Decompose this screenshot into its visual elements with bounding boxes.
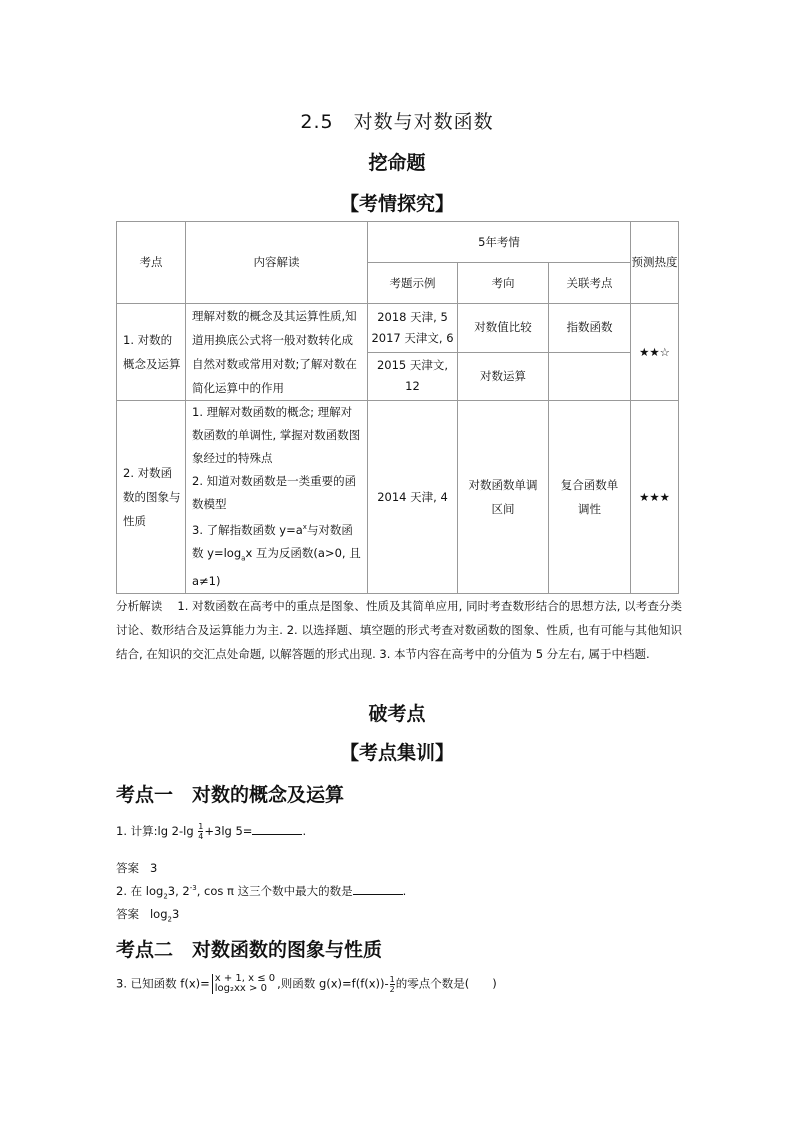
analysis-label: 分析解读 xyxy=(116,599,163,613)
header-heat: 预测热度 xyxy=(631,222,679,304)
header-kaodian: 考点 xyxy=(117,222,186,304)
piecewise-function: x + 1, x ≤ 0 log₂xx > 0 xyxy=(212,974,275,994)
fraction-one-quarter: $\frac{1}{4}$ xyxy=(198,822,204,841)
row1-related1: 指数函数 xyxy=(549,304,631,353)
row2-content-2: 2. 知道对数函数是一类重要的函数模型 xyxy=(192,474,357,511)
row2-point: 2. 对数函数的图象与性质 xyxy=(117,401,186,594)
row1-content: 理解对数的概念及其运算性质,知道用换底公式将一般对数转化成自然对数或常用对数;了解对数在简化运算中的作用 xyxy=(186,304,368,401)
header-related: 关联考点 xyxy=(549,263,631,304)
header-direction: 考向 xyxy=(458,263,549,304)
heading-jixun: 【考点集训】 xyxy=(339,742,454,764)
page-title: 2.5 对数与对数函数 xyxy=(300,111,494,133)
row1-example1 xyxy=(368,304,458,353)
header-example: 考题示例 xyxy=(368,263,458,304)
row2-heat: ★★★ xyxy=(631,401,679,594)
row2-example: 2014 天津, 4 xyxy=(368,401,458,594)
fraction-one-half: $\frac{1}{2}$ xyxy=(389,974,395,994)
section-1-title: 考点一 对数的概念及运算 xyxy=(116,784,345,806)
row2-direction: 对数函数单调区间 xyxy=(458,401,549,594)
answer-blank xyxy=(353,883,403,895)
heading-wamingti: 挖命题 xyxy=(368,152,426,174)
row1-point: 1. 对数的概念及运算 xyxy=(117,304,186,401)
heading-kaoqing: 【考情探究】 xyxy=(339,193,454,215)
analysis-paragraph xyxy=(116,594,682,666)
question-2: 2. 在 $\log_23$, $2^{-3}$, cos π 这三个数中最大的数是 . xyxy=(116,884,407,901)
row1-direction1: 对数值比较 xyxy=(458,304,549,353)
section-2-title: 考点二 对数函数的图象与性质 xyxy=(116,939,383,961)
row2-content-1: 1. 理解对数函数的概念; 理解对数函数的单调性, 掌握对数函数图象经过的特殊点 xyxy=(192,405,361,465)
row2-content xyxy=(186,401,368,594)
answer-1: 答案 3 xyxy=(116,861,158,875)
analysis-text: 1. 对数函数在高考中的重点是图象、性质及其简单应用, 同时考查数形结合的思想方法, 以考查分类讨论、数形结合及运算能力为主. 2. 以选择题、填空题的形式考查对数函数的图象、性质, 也有可能与其他知识结合, 在知识的交汇点处命题, 以解答题的形式出现. 3. 本节内容在高考中的分值为 5 分左右, 属于中档题. xyxy=(116,599,683,661)
row2-related: 复合函数单调性 xyxy=(549,401,631,594)
row1-example1-a: 2018 天津, 5 xyxy=(377,309,448,324)
row1-direction2: 对数运算 xyxy=(458,352,549,401)
header-neirong: 内容解读 xyxy=(186,222,368,304)
row1-example1-b: 2017 天津文, 6 xyxy=(371,330,454,345)
heading-pokaodian: 破考点 xyxy=(368,703,426,725)
row1-example2: 2015 天津文, 12 xyxy=(368,352,458,401)
row2-content-3: 3. 了解指数函数 $y=a^x$与对数函数 $y=\log_ax$ 互为反函数(a>0, 且 a≠1) xyxy=(192,522,361,589)
question-1: 1. 计算:lg 2-lg $\frac{1}{4}$ +3lg 5= . xyxy=(116,822,307,841)
row1-heat: ★★☆ xyxy=(631,304,679,401)
exam-analysis-table xyxy=(116,221,679,594)
row1-related2 xyxy=(549,352,631,401)
answer-2: 答案 $\log_23$ xyxy=(116,907,180,924)
header-5year: 5年考情 xyxy=(368,222,631,263)
answer-blank xyxy=(252,823,302,835)
question-3: 3. 已知函数 f(x)= x + 1, x ≤ 0 log₂xx > 0 ,则函数 g(x)=f(f(x))- $\frac{1}{2}$ 的零点个数是( ) xyxy=(116,973,497,994)
